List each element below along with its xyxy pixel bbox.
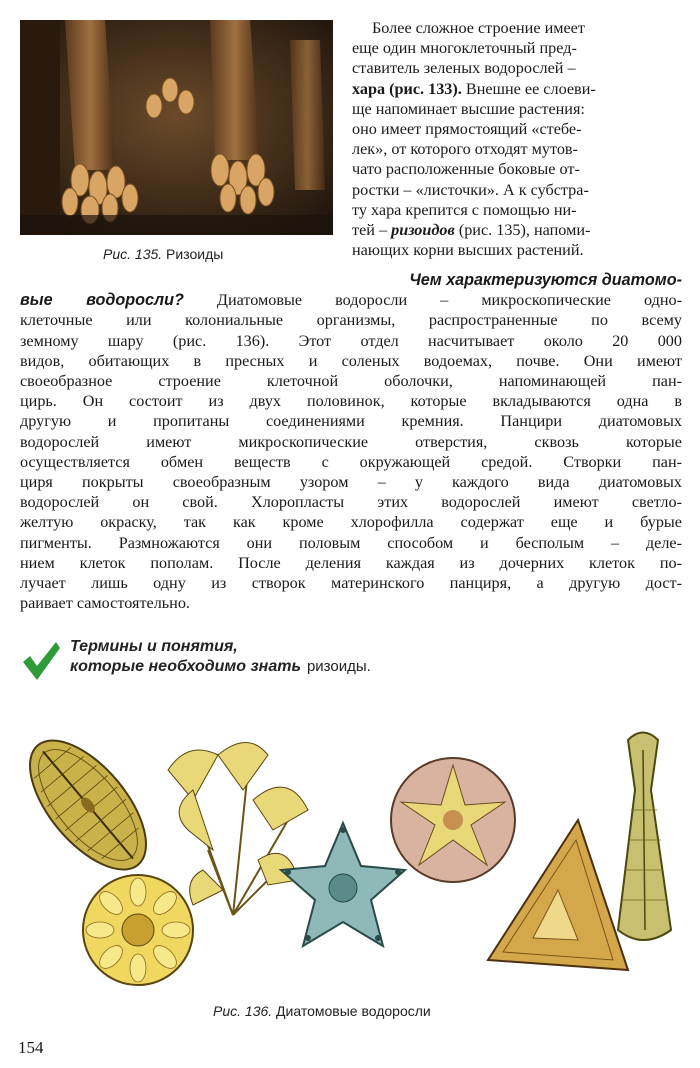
text-line: нающих корни высших растений. xyxy=(352,241,584,260)
figure-136-title: Диатомовые водоросли xyxy=(276,1003,431,1019)
diatom-colony xyxy=(168,743,308,916)
text-line: осуществляется обмен веществ с окружающей средой. Створки пан- xyxy=(20,452,682,471)
figure-136-caption xyxy=(213,1003,431,1019)
text-line: циря покрыты своеобразным узором – у каждого вида диатомовых xyxy=(20,473,682,492)
text-line: Более сложное строение имеет xyxy=(372,19,585,37)
text-line: клеточные или колониальные организмы, распространенные по всему xyxy=(20,311,682,330)
text-line: водорослей он свой. Хлоропласты этих водорослей имеют светло- xyxy=(20,493,682,512)
text-line: лучает лишь одну из створок материнского панциря, а другую дост- xyxy=(20,574,682,593)
text-line: раивает самостоятельно. xyxy=(20,594,190,613)
figure-135-title: Ризоиды xyxy=(166,246,224,262)
text-line: чато расположенные боковые от- xyxy=(352,160,580,179)
main-paragraph xyxy=(20,270,682,613)
term-hara: хара (рис. 133). xyxy=(352,79,462,98)
diatom-round-pink xyxy=(391,758,515,882)
figure-135-label: Рис. 135. xyxy=(103,246,163,262)
text-line: ще напоминает высшие растения: xyxy=(352,99,585,118)
text-line: желтую окраску, так как кроме хлорофилла содержат еще и бурые xyxy=(20,513,682,532)
section-heading: Чем характеризуются диатомо- xyxy=(409,271,682,289)
diatom-star xyxy=(281,823,405,946)
text-line: своеобразное строение клеточной оболочки, напоминающей пан- xyxy=(20,372,682,391)
page-number: 154 xyxy=(18,1038,44,1057)
figure-136-label: Рис. 136. xyxy=(213,1003,273,1019)
text-line: лек», от которого отходят мутов- xyxy=(352,140,578,159)
text-line: видов, обитающих в пресных и соленых водоемах, почве. Они имеют xyxy=(20,351,682,370)
section-heading-cont: вые водоросли? xyxy=(20,291,184,310)
diatom-round-yellow xyxy=(83,875,193,985)
diatom-elongated xyxy=(618,733,671,941)
text-line: ростки – «листочки». А к субстра- xyxy=(352,180,589,199)
terms-block xyxy=(20,636,680,682)
text-line: вые водоросли? Диатомовые водоросли – микроскопические одно- xyxy=(20,291,683,310)
green-check-icon xyxy=(20,640,62,682)
text-line: пигменты. Размножаются они половым способом и бесполым – деле- xyxy=(20,533,682,552)
text-line: оно имеет прямостоящий «стебе- xyxy=(352,120,582,139)
text-line: хара (рис. 133). Внешне ее слоеви- xyxy=(352,79,596,98)
diatoms-illustration xyxy=(18,730,682,1000)
text-line: водорослей имеют микроскопические отверстия, сквозь которые xyxy=(20,432,682,451)
diatom-navicula xyxy=(18,730,167,889)
text-line: ставитель зеленых водорослей – xyxy=(352,59,576,78)
text-line: земному шару (рис. 136). Этот отдел насчитывает около 20 000 xyxy=(20,331,682,350)
text-line: другую и пропитаны соединениями кремния. Панцири диатомовых xyxy=(20,412,682,431)
term-rhizoids: ризоидов xyxy=(391,221,455,240)
text-line: ту хара крепится с помощью ни- xyxy=(352,200,577,219)
terms-heading-line2: которые необходимо знать ризоиды. xyxy=(70,658,371,675)
text-line: цирь. Он состоит из двух половинок, которые вкладываются одна в xyxy=(20,392,682,411)
text-line: еще один многоклеточный пред- xyxy=(352,39,577,58)
rhizoids-photo xyxy=(20,20,333,235)
terms-value: ризоиды. xyxy=(306,658,371,675)
figure-135-caption xyxy=(103,246,223,262)
terms-heading-line1: Термины и понятия, xyxy=(70,638,238,655)
side-paragraph xyxy=(352,18,682,260)
text-line: тей – ризоидов (рис. 135), напоми- xyxy=(352,221,591,240)
text-line: нием клеток пополам. После деления каждая из дочерних клеток по- xyxy=(20,553,682,572)
